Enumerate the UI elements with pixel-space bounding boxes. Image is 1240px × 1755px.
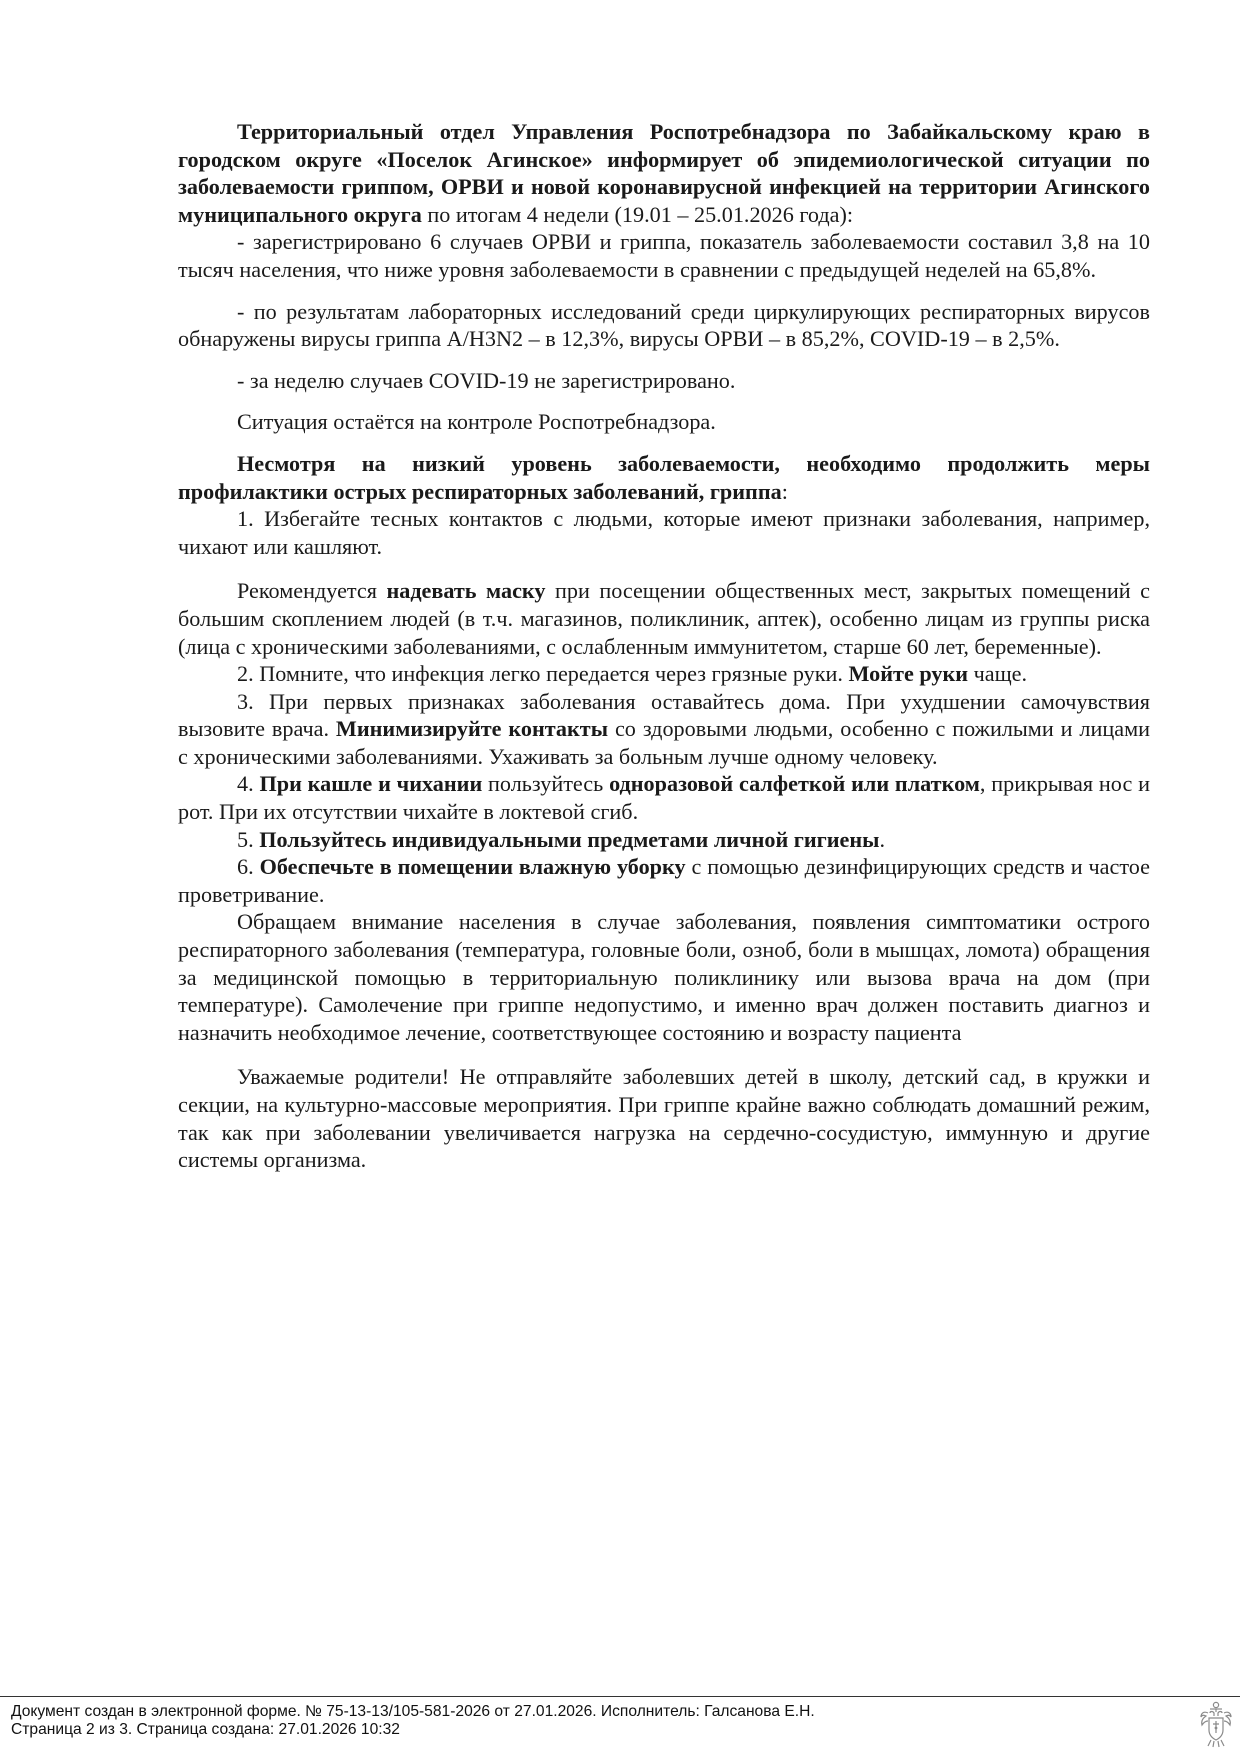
item3-bold: Минимизируйте контакты <box>335 716 609 742</box>
measure-item-3 <box>178 688 1150 771</box>
measure-item-4 <box>178 770 1150 825</box>
measures-heading-bold: Несмотря на низкий уровень заболеваемости, необходимо продолжить меры профилактики острых респираторных заболеваний, гриппа <box>178 450 1150 504</box>
item6-bold: Обеспечьте в помещении влажную уборку <box>259 854 686 880</box>
intro-rest: по итогам 4 недели (19.01 – 25.01.2026 года): <box>421 201 854 227</box>
situation-control: Ситуация остаётся на контроле Роспотребнадзора. <box>237 409 716 435</box>
item4-text-1: 4. <box>237 771 260 797</box>
footer-page-info: Страница 2 из 3. Страница создана: 27.01.2026 10:32 <box>11 1721 400 1738</box>
item4-text-2: пользуйтесь <box>482 771 610 797</box>
measure-item-1: 1. Избегайте тесных контактов с людьми, которые имеют признаки заболевания, например, чихают или кашляют. <box>178 506 1150 559</box>
item4-bold-1: При кашле и чихании <box>259 771 483 797</box>
coat-of-arms-icon <box>1196 1700 1236 1750</box>
item2-bold: Мойте руки <box>848 661 969 687</box>
intro-bold: Территориальный отдел Управления Роспотребнадзора по Забайкальскому краю в городском округе «Поселок Агинское» информирует об эпидемиологической ситуации по заболеваемости гриппом, ОРВИ и новой коронавирусной инфекцией на территории Агинского муниципального округа <box>178 119 1150 227</box>
stat-lab-results: - по результатам лабораторных исследований среди циркулирующих респираторных вирусов обнаружены вирусы гриппа А/H3N2 – в 12,3%, вирусы ОРВИ – в 85,2%, COVID-19 – в 2,5%. <box>178 298 1150 352</box>
mask-bold: надевать маску <box>386 578 546 604</box>
item5-text-2: . <box>879 826 886 852</box>
footer-document-info: Документ создан в электронной форме. № 75-13-13/105-581-2026 от 27.01.2026. Исполнитель: Галсанова Е.Н. <box>11 1703 815 1720</box>
measures-heading-rest: : <box>781 478 788 504</box>
parents-appeal: Уважаемые родители! Не отправляйте заболевших детей в школу, детский сад, в кружки и секции, на культурно-массовые мероприятия. При гриппе крайне важно соблюдать домашний режим, так как при заболевании увеличивается нагрузка на сердечно-сосудистую, иммунную и другие системы организма. <box>178 1064 1150 1173</box>
medical-appeal: Обращаем внимание населения в случае заболевания, появления симптоматики острого респираторного заболевания (температура, головные боли, озноб, боли в мышцах, ломота) обращения за медицинской помощью в территориальную поликлинику или вызова врача на дом (при температуре). Самолечение при гриппе недопустимо, и именно врач должен поставить диагноз и назначить необходимое лечение, соответствующее состоянию и возрасту пациента <box>178 909 1150 1045</box>
mask-recommendation <box>178 577 1150 660</box>
stat-covid: - за неделю случаев COVID-19 не зарегистрировано. <box>237 367 736 393</box>
item2-text-2: чаще. <box>968 661 1028 687</box>
measure-item-5 <box>178 826 1150 854</box>
item3-text-1: 3. При первых признаках заболевания оставайтесь дома. При ухудшении самочувствия вызовите врача. <box>178 688 1150 742</box>
item3-text-2: со здоровыми людьми, особенно с пожилыми и лицами с хроническими заболеваниями. Ухаживать за больным лучше одному человеку. <box>178 716 1151 769</box>
item4-bold-2: одноразовой салфеткой или платком <box>609 771 980 797</box>
item5-bold: Пользуйтесь индивидуальными предметами личной гигиены <box>259 826 880 852</box>
footer <box>11 1703 1151 1739</box>
item4-text-3: , прикрывая нос и рот. При их отсутствии чихайте в локтевой сгиб. <box>178 771 1151 825</box>
measures-heading <box>178 450 1150 505</box>
measure-item-6 <box>178 853 1150 908</box>
item6-text-1: 6. <box>237 854 260 880</box>
item6-text-2: с помощью дезинфицирующих средств и частое проветривание. <box>178 854 1150 907</box>
item2-text-1: 2. Помните, что инфекция легко передается через грязные руки. <box>237 661 849 687</box>
footer-divider <box>0 1696 1240 1697</box>
item5-text-1: 5. <box>237 826 260 852</box>
mask-text-2: при посещении общественных мест, закрытых помещений с большим скоплением людей (в т.ч. магазинов, поликлиник, аптек), особенно лицам из группы риска (лица с хроническими заболеваниями, с ослабленным иммунитетом, старше 60 лет, беременные). <box>178 578 1150 659</box>
document-body <box>178 118 1150 1174</box>
stat-registered: - зарегистрировано 6 случаев ОРВИ и гриппа, показатель заболеваемости составил 3,8 на 10 тысяч населения, что ниже уровня заболеваемости в сравнении с предыдущей неделей на 65,8%. <box>178 229 1150 282</box>
mask-text-1: Рекомендуется <box>237 578 387 604</box>
intro-paragraph <box>178 118 1150 228</box>
measure-item-2 <box>178 660 1150 688</box>
